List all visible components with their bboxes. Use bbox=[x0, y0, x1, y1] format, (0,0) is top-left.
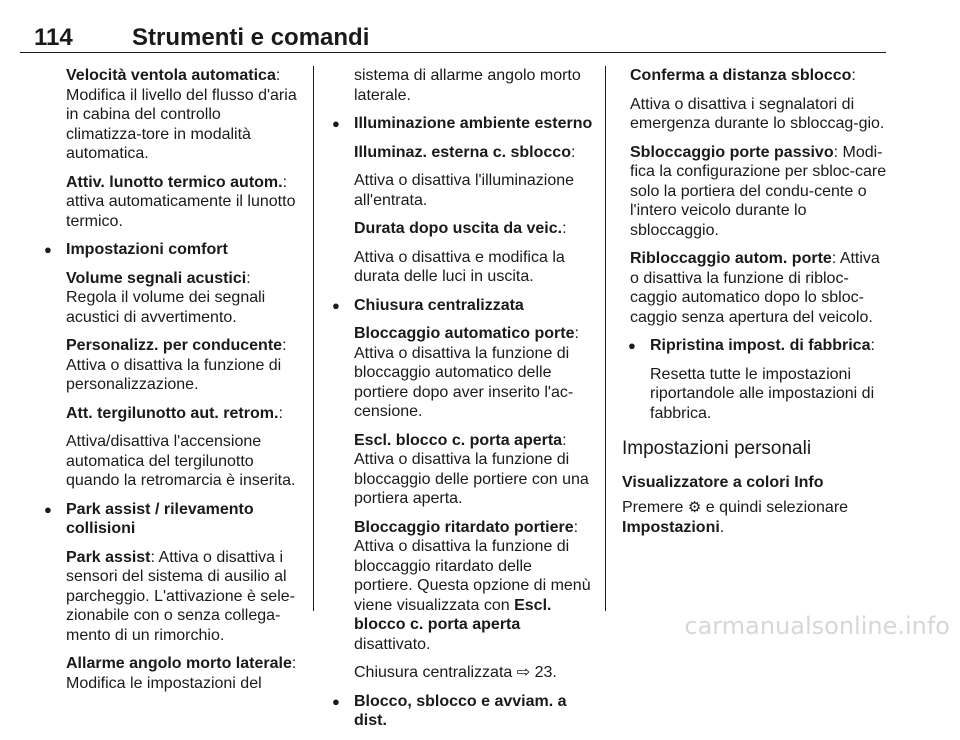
bullet-illum: ● Illuminazione ambiente esterno bbox=[332, 114, 594, 134]
bullet-chiusura: ● Chiusura centralizzata bbox=[332, 296, 594, 316]
entry-passivo: Sbloccaggio porte passivo: Modi-fica la configurazione per sbloc-care solo la portiera del condu-cente o l'intero veicolo durante lo sbloccaggio. bbox=[630, 143, 887, 239]
entry-tergi-text: Attiva/disattiva l'accensione automatica del tergilunotto quando la retromarcia è inserita. bbox=[66, 433, 296, 489]
column-3 bbox=[622, 66, 892, 546]
bullet-park: ● Park assist / rilevamento collisioni bbox=[44, 500, 300, 539]
entry-escl: Escl. blocco c. porta aperta: Attiva o disattiva la funzione di bloccaggio delle portiere con una portiera aperta. bbox=[354, 431, 589, 507]
entry-personalizz: Personalizz. per conducente: Attiva o disattiva la funzione di personalizzazione. bbox=[66, 337, 287, 393]
column-2 bbox=[332, 66, 594, 740]
page-number: 114 bbox=[34, 24, 73, 51]
entry-durata: Durata dopo uscita da veic.: bbox=[354, 220, 567, 237]
entry-ref: Chiusura centralizzata ⇨ 23. bbox=[354, 664, 557, 681]
entry-ritard: Bloccaggio ritardato portiere: Attiva o disattiva la funzione di bloccaggio ritardato delle portiere. Questa opzione di menù viene visualizzata con Escl. blocco c. porta aperta disattivato. bbox=[354, 518, 591, 653]
page-ref-arrow-icon: ⇨ bbox=[516, 664, 531, 681]
entry-lunotto: Attiv. lunotto termico autom.: attiva automaticamente il lunotto termico. bbox=[66, 173, 296, 230]
page-header bbox=[20, 22, 886, 53]
bullet-sblocco: ● Blocco, sblocco e avviam. a dist. bbox=[332, 692, 594, 731]
watermark: carmanualsonline.info bbox=[684, 612, 950, 640]
entry-park: Park assist: Attiva o disattiva i sensori del sistema di ausilio al parcheggio. L'attivazione è sele-zionabile con o senza collega-mento di un rimorchio. bbox=[66, 548, 295, 644]
entry-ventola: Velocità ventola automatica: Modifica il livello del flusso d'aria in cabina del controllo climatizza-tore in modalità automatica. bbox=[66, 67, 297, 162]
entry-ripristina: Resetta tutte le impostazioni riportandole alle impostazioni di fabbrica. bbox=[650, 365, 875, 422]
entry-volume: Volume segnali acustici: Regola il volume dei segnali acustici di avvertimento. bbox=[66, 269, 266, 326]
entry-premere: Premere ⚙ e quindi selezionare Impostazioni. bbox=[622, 499, 849, 536]
entry-tergi: Att. tergilunotto aut. retrom.: bbox=[66, 404, 283, 422]
section-title: Impostazioni personali bbox=[622, 438, 812, 459]
column-divider-2 bbox=[605, 66, 606, 611]
bullet-comfort: ● Impostazioni comfort bbox=[44, 240, 300, 260]
column-divider-1 bbox=[313, 66, 314, 611]
gear-icon: ⚙ bbox=[687, 499, 702, 516]
subsection-title: Visualizzatore a colori Info bbox=[622, 473, 824, 491]
entry-illum: Illuminaz. esterna c. sblocco: bbox=[354, 143, 576, 161]
entry-blocc: Bloccaggio automatico porte: Attiva o disattiva la funzione di bloccaggio automatico delle portiere dopo aver inserito l'ac-censione. bbox=[354, 325, 579, 420]
bullet-ripristina: ● Ripristina impost. di fabbrica: bbox=[628, 336, 892, 356]
entry-illum-text: Attiva o disattiva l'illuminazione all'entrata. bbox=[354, 172, 575, 209]
page-title: Strumenti e comandi bbox=[132, 24, 370, 51]
entry-durata-text: Attiva o disattiva e modifica la durata delle luci in uscita. bbox=[354, 248, 565, 285]
entry-conferma-text: Attiva o disattiva i segnalatori di emergenza durante lo sbloccag-gio. bbox=[630, 95, 885, 132]
entry-allarme-cont: sistema di allarme angolo morto laterale. bbox=[354, 67, 581, 104]
page-ref-link[interactable]: 23. bbox=[534, 664, 557, 681]
entry-conferma: Conferma a distanza sblocco: bbox=[630, 67, 856, 84]
entry-allarme: Allarme angolo morto laterale: Modifica le impostazioni del bbox=[66, 655, 297, 692]
entry-riblocc: Ribloccaggio autom. porte: Attiva o disattiva la funzione di ribloc-caggio automatico dopo lo sbloc-caggio senza apertura del veicolo. bbox=[630, 250, 880, 326]
column-1 bbox=[44, 66, 300, 702]
